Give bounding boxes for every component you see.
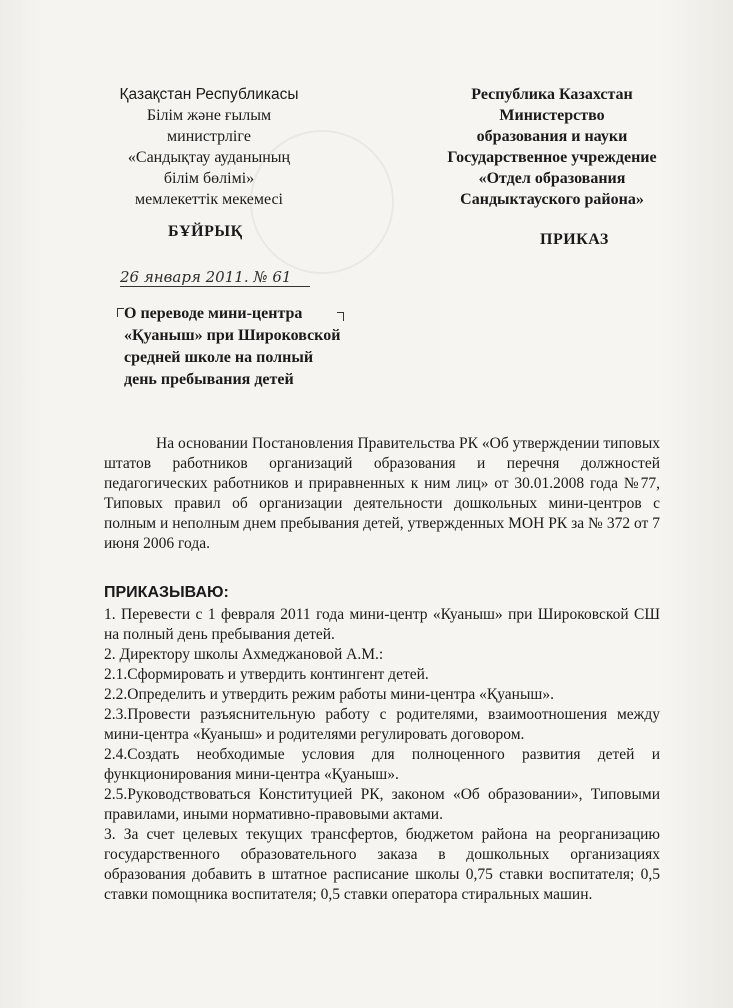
header-right-line: Республика Казахстан — [471, 86, 633, 103]
subject-line: день пребывания детей — [124, 371, 294, 388]
subject-corner-mark — [117, 308, 124, 317]
subject-line: О переводе мини-центра — [124, 305, 303, 322]
order-item: 2.2.Определить и утвердить режим работы мини-центра «Қуаныш». — [104, 686, 554, 703]
header-left-line: Қазақстан Республикасы — [119, 86, 299, 103]
header-left-line: мемлекеттік мекемесі — [135, 191, 283, 208]
header-left-line: министрлiгe — [167, 128, 251, 145]
order-subject — [124, 303, 354, 391]
order-item: 1. Перевести с 1 февраля 2011 года мини-центр «Куаныш» при Широковской СШ на полный день пребывания детей. — [104, 606, 660, 643]
doc-type-kazakh: БҰЙРЫҚ — [168, 223, 243, 240]
date-text: 26 января 2011. № 61 — [120, 268, 292, 286]
header-right-line: Сандыктауского района» — [460, 191, 644, 208]
header-left-line: білім бөлімі» — [163, 170, 255, 187]
order-item: 2. Директору школы Ахмеджановой А.М.: — [104, 646, 384, 663]
header-right-line: «Отдел образования — [478, 170, 626, 187]
header-right-line: образования и науки — [476, 128, 628, 145]
header-left-kazakh — [100, 84, 318, 210]
subject-line: средней школе на полный — [124, 349, 314, 366]
header-right-line: Министерство — [499, 107, 605, 124]
order-item: 3. За счет целевых текущих трансфертов, бюджетом района на реорганизацию государственного образовательного заказа в дошкольных организациях образования добавить в штатное расписание школы 0,75 ставки воспитателя; 0,5 ставки помощника воспитателя; 0,5 ставки оператора стиральных машин. — [104, 826, 660, 903]
order-heading: ПРИКАЗЫВАЮ: — [104, 584, 229, 601]
header-left-line: «Сандықтау ауданының — [127, 149, 291, 166]
order-item: 2.4.Создать необходимые условия для полноценного развития детей и функционирования мини-центра «Қуаныш». — [104, 746, 660, 783]
header-left-line: Білім және ғылым — [146, 107, 272, 124]
subject-line: «Қуаныш» при Широковской — [124, 327, 341, 344]
header-right-line: Государственное учреждение — [447, 149, 657, 166]
intro-paragraph: На основании Постановления Правительства РК «Об утверждении типовых штатов работников организаций образования и перечня должностей педагогических работников и приравненных к ним лиц» от 30.01.2008 года №77, Типовых правил об организации деятельности дошкольных мини-центров с полным и неполным днем пребывания детей, утвержденных МОН РК за № 372 от 7 июня 2006 года. — [104, 435, 660, 552]
date-underline — [120, 286, 310, 287]
header-right-russian — [432, 84, 672, 210]
order-item: 2.1.Сформировать и утвердить контингент детей. — [104, 666, 429, 683]
order-items — [104, 605, 660, 905]
order-item: 2.3.Провести разъяснительную работу с родителями, взаимоотношения между мини-центра «Куаныш» и родителями регулировать договором. — [104, 706, 660, 743]
doc-type-russian: ПРИКАЗ — [540, 231, 609, 248]
order-item: 2.5.Руководствоваться Конституцией РК, законом «Об образовании», Типовыми правилами, иными нормативно-правовыми актами. — [104, 786, 660, 823]
handwritten-date-number — [120, 268, 291, 286]
